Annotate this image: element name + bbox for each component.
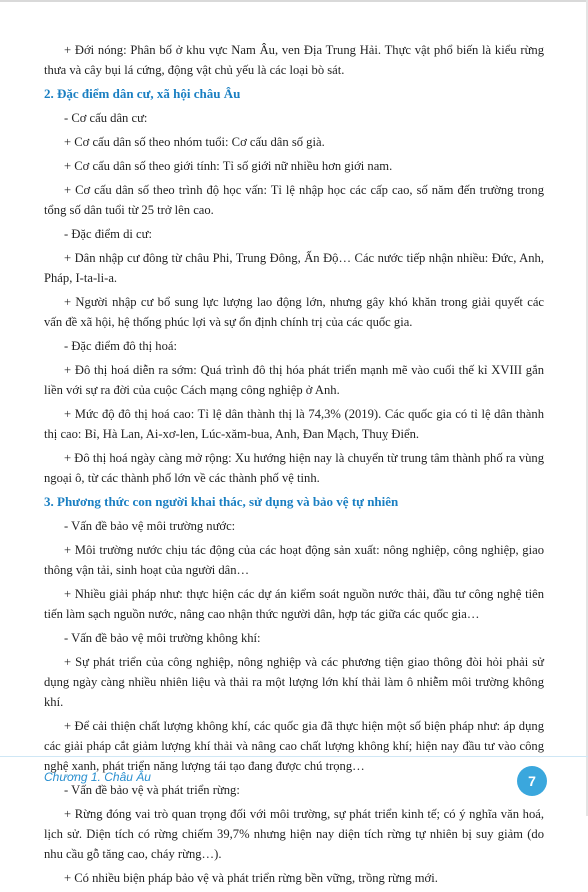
paragraph: - Đặc điểm đô thị hoá: [64,339,177,353]
paragraph: + Cơ cấu dân số theo trình độ học vấn: Tỉ lệ nhập học các cấp cao, số năm đến trường trong tổng số dân tuổi từ 25 trở lên cao. [44,183,544,217]
paragraph: - Vấn đề bảo vệ môi trường không khí: [64,631,261,645]
paragraph: + Đô thị hoá ngày càng mở rộng: Xu hướng hiện nay là chuyển từ trung tâm thành phố ra vùng ngoại ô, từ các thành phố lớn về các thành phố vệ tinh. [44,451,544,485]
paragraph: + Đới nóng: Phân bố ở khu vực Nam Âu, ven Địa Trung Hải. Thực vật phổ biến là kiểu rừng thưa và cây bụi lá cứng, động vật chủ yếu là các loại bò sát. [44,43,544,77]
page-number-badge: 7 [517,766,547,796]
paragraph: + Rừng đóng vai trò quan trọng đối với môi trường, sự phát triển kinh tế; có ý nghĩa văn hoá, lịch sử. Diện tích có rừng chiếm 39,7% nhưng hiện nay diện tích rừng tự nhiên bị suy giảm (do nhu cầu gỗ tăng cao, cháy rừng…). [44,807,544,861]
paragraph: + Mức độ đô thị hoá cao: Tỉ lệ dân thành thị là 74,3% (2019). Các quốc gia có tỉ lệ dân thành thị cao: Bỉ, Hà Lan, Ai-xơ-len, Lúc-xăm-bua, Anh, Đan Mạch, Thuỵ Điển. [44,407,544,441]
section-heading: 2. Đặc điểm dân cư, xã hội châu Âu [44,86,241,101]
paragraph: + Dân nhập cư đông từ châu Phi, Trung Đông, Ấn Độ… Các nước tiếp nhận nhiều: Đức, Anh, Pháp, I-ta-li-a. [44,251,544,285]
section-heading: 3. Phương thức con người khai thác, sử dụng và bảo vệ tự nhiên [44,494,399,509]
paragraph: + Cơ cấu dân số theo giới tính: Tỉ số giới nữ nhiều hơn giới nam. [64,159,393,173]
paragraph: + Sự phát triển của công nghiệp, nông nghiệp và các phương tiện giao thông đòi hỏi phải sử dụng ngày càng nhiều nhiên liệu và thải ra một lượng lớn khí thải làm ô nhiễm môi trường không khí. [44,655,544,709]
document-body [44,40,544,892]
paragraph: + Người nhập cư bổ sung lực lượng lao động lớn, nhưng gây khó khăn trong giải quyết các vấn đề xã hội, hệ thống phúc lợi và sự ổn định chính trị của các quốc gia. [44,295,544,329]
paragraph: + Có nhiều biện pháp bảo vệ và phát triển rừng bền vững, trồng rừng mới. [64,871,438,885]
paragraph: + Môi trường nước chịu tác động của các hoạt động sản xuất: nông nghiệp, công nghiệp, giao thông vận tải, sinh hoạt của người dân… [44,543,544,577]
paragraph: + Nhiều giải pháp như: thực hiện các dự án kiểm soát nguồn nước thải, đầu tư công nghệ tiên tiến làm sạch nguồn nước, nâng cao nhận thức người dân, hợp tác giữa các quốc gia… [44,587,544,621]
paragraph: - Đặc điểm di cư: [64,227,152,241]
paragraph: - Cơ cấu dân cư: [64,111,148,125]
paragraph: + Để cải thiện chất lượng không khí, các quốc gia đã thực hiện một số biện pháp như: áp dụng các giải pháp cắt giảm lượng khí thải và nâng cao chất lượng không khí; hiện nay đầu tư vào công nghệ xanh, phát triển năng lượng tái tạo đang được chú trọng… [44,719,544,773]
footer-divider [0,756,588,757]
top-border [0,0,588,2]
paragraph: + Cơ cấu dân số theo nhóm tuổi: Cơ cấu dân số già. [64,135,325,149]
paragraph: + Đô thị hoá diễn ra sớm: Quá trình đô thị hóa phát triển mạnh mẽ vào cuối thế kỉ XVIII gắn liền với sự ra đời của cuộc Cách mạng công nghiệp ở Anh. [44,363,544,397]
chapter-title: Chương 1. Châu Âu [44,770,151,784]
paragraph: - Vấn đề bảo vệ và phát triển rừng: [64,783,240,797]
paragraph: - Vấn đề bảo vệ môi trường nước: [64,519,236,533]
